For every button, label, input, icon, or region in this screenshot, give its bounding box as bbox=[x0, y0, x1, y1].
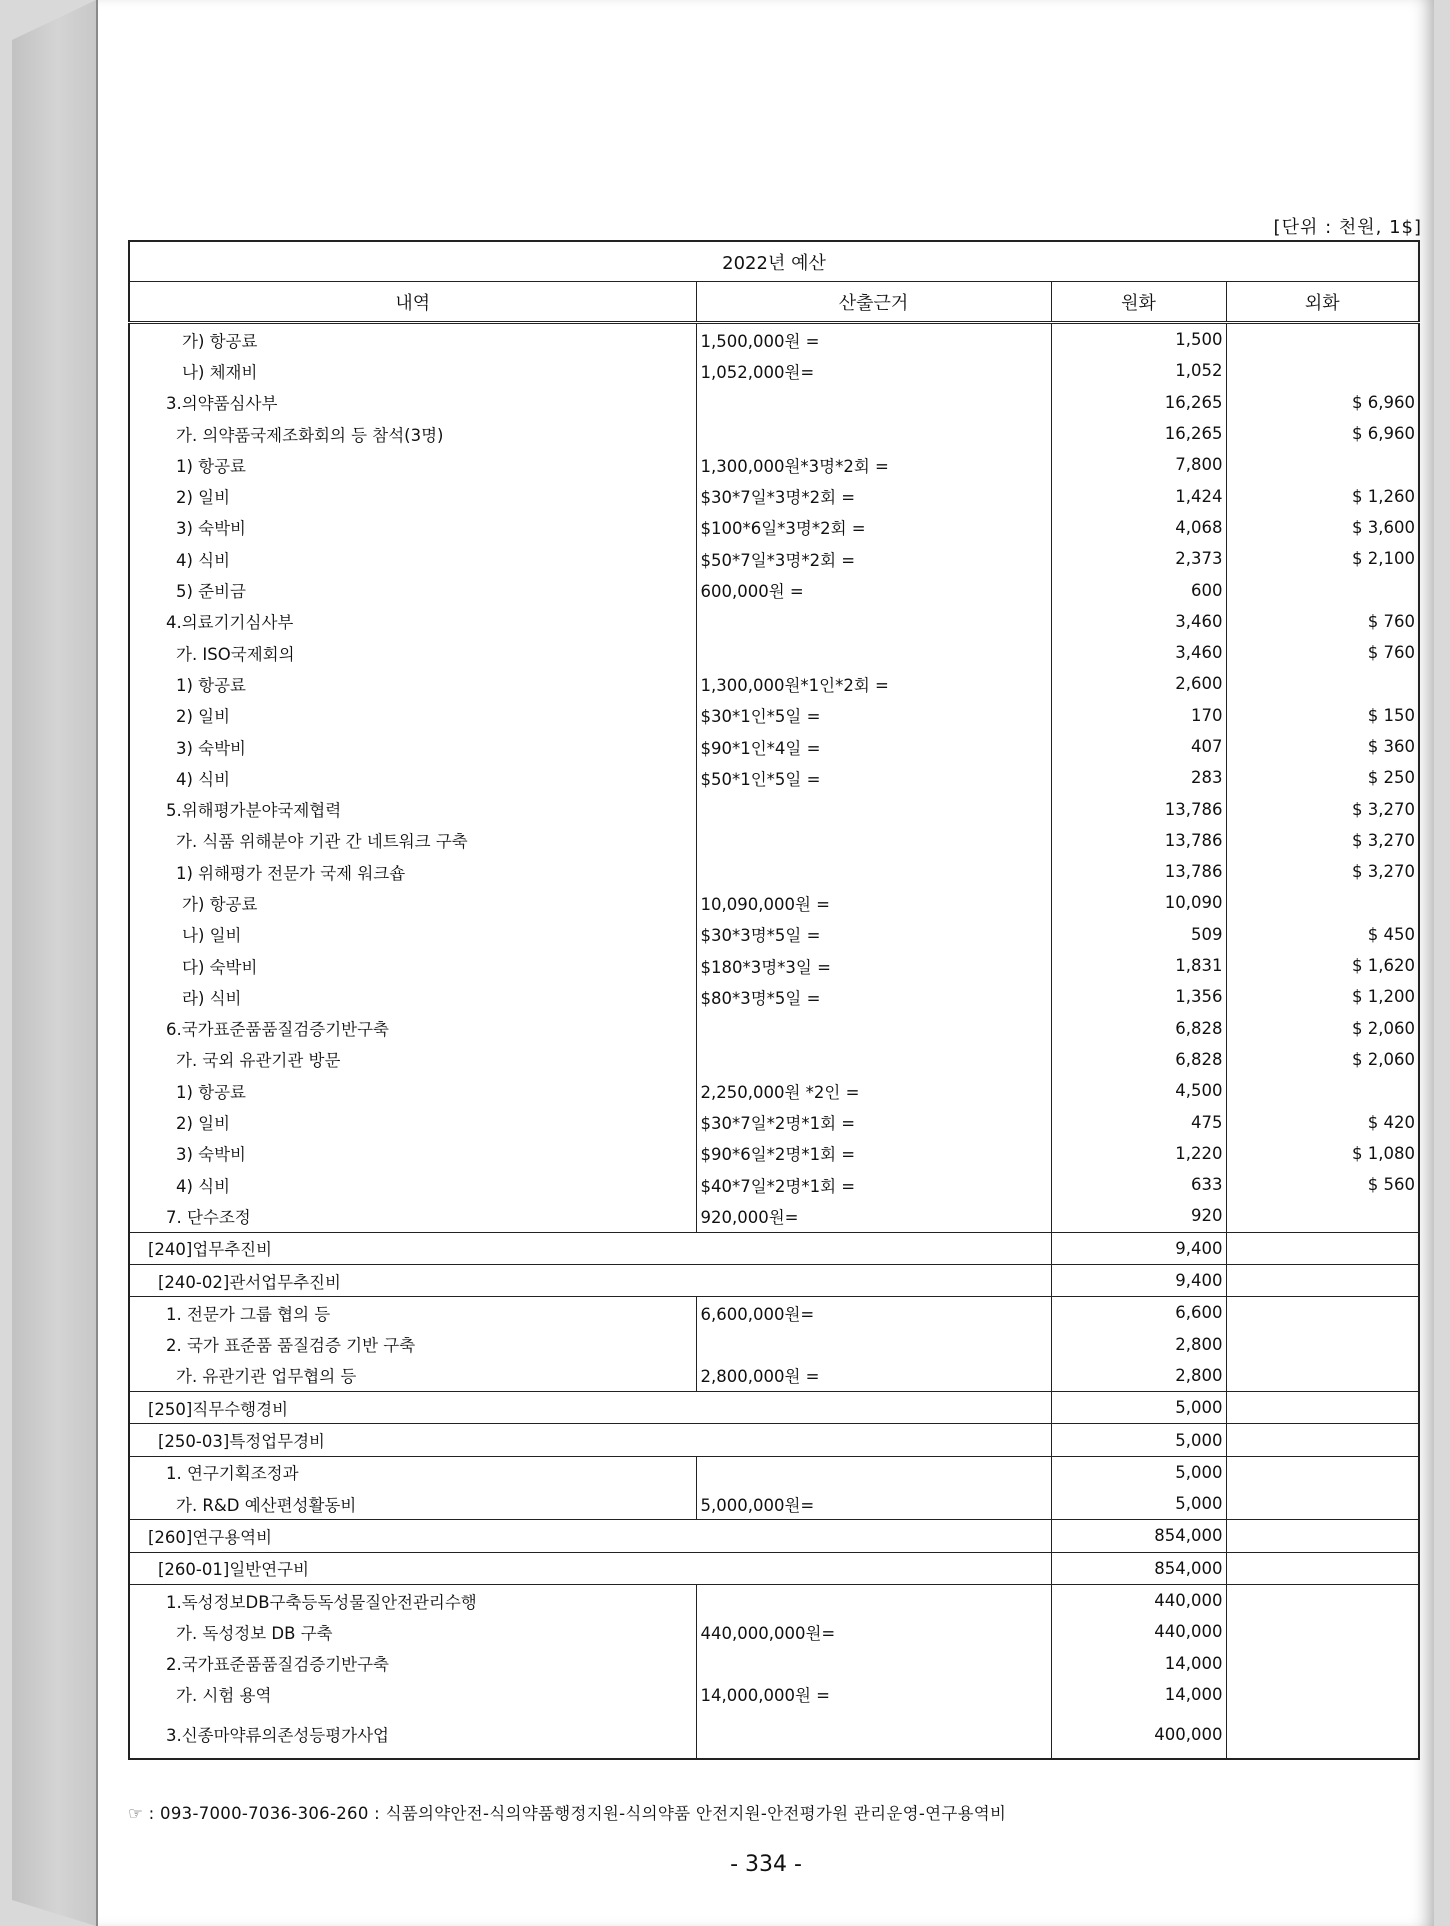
cell-basis: $50*1인*5일 = bbox=[696, 762, 1051, 793]
cell-basis: $100*6일*3명*2회 = bbox=[696, 512, 1051, 543]
table-row bbox=[129, 1075, 1419, 1106]
cell-basis: $30*7일*2명*1회 = bbox=[696, 1106, 1051, 1137]
cell-krw: 5,000 bbox=[1051, 1392, 1226, 1424]
table-row bbox=[129, 1456, 1419, 1488]
cell-fx bbox=[1226, 1360, 1419, 1392]
cell-krw: 5,000 bbox=[1051, 1424, 1226, 1456]
cell-krw: 9,400 bbox=[1051, 1264, 1226, 1296]
cell-item: 2.국가표준품품질검증기반구축 bbox=[129, 1647, 696, 1678]
cell-fx bbox=[1226, 1552, 1419, 1584]
table-row bbox=[129, 825, 1419, 856]
cell-basis bbox=[696, 825, 1051, 856]
cell-fx bbox=[1226, 1584, 1419, 1616]
cell-krw: 3,460 bbox=[1051, 637, 1226, 668]
cell-fx bbox=[1226, 1392, 1419, 1424]
cell-krw: 14,000 bbox=[1051, 1647, 1226, 1678]
table-row bbox=[129, 1297, 1419, 1329]
table-row bbox=[129, 1520, 1419, 1552]
cell-basis: 2,250,000원 *2인 = bbox=[696, 1075, 1051, 1106]
cell-item: 3) 숙박비 bbox=[129, 731, 696, 762]
table-row bbox=[129, 543, 1419, 574]
cell-item: 4.의료기기심사부 bbox=[129, 606, 696, 637]
cell-krw: 633 bbox=[1051, 1169, 1226, 1200]
cell-fx bbox=[1226, 1616, 1419, 1647]
column-header-fx: 외화 bbox=[1226, 282, 1419, 323]
table-row bbox=[129, 323, 1419, 356]
cell-krw: 7,800 bbox=[1051, 449, 1226, 480]
table-row bbox=[129, 355, 1419, 386]
cell-basis bbox=[696, 1710, 1051, 1759]
cell-krw: 4,068 bbox=[1051, 512, 1226, 543]
cell-basis: 440,000,000원= bbox=[696, 1616, 1051, 1647]
cell-item: 6.국가표준품품질검증기반구축 bbox=[129, 1013, 696, 1044]
cell-fx: $ 2,060 bbox=[1226, 1013, 1419, 1044]
cell-basis bbox=[696, 856, 1051, 887]
table-row bbox=[129, 1044, 1419, 1075]
table-row bbox=[129, 856, 1419, 887]
cell-krw: 1,500 bbox=[1051, 323, 1226, 356]
cell-fx bbox=[1226, 1647, 1419, 1678]
cell-item: 4) 식비 bbox=[129, 543, 696, 574]
table-row bbox=[129, 387, 1419, 418]
cell-fx: $ 1,260 bbox=[1226, 480, 1419, 511]
cell-basis bbox=[696, 1329, 1051, 1360]
cell-fx: $ 1,080 bbox=[1226, 1138, 1419, 1169]
table-row bbox=[129, 1710, 1419, 1759]
cell-basis bbox=[696, 606, 1051, 637]
cell-item: 가. 국외 유관기관 방문 bbox=[129, 1044, 696, 1075]
table-row bbox=[129, 981, 1419, 1012]
cell-fx: $ 3,270 bbox=[1226, 825, 1419, 856]
cell-item: 가. 식품 위해분야 기관 간 네트워크 구축 bbox=[129, 825, 696, 856]
table-row bbox=[129, 480, 1419, 511]
cell-fx bbox=[1226, 574, 1419, 605]
cell-krw: 2,373 bbox=[1051, 543, 1226, 574]
table-row bbox=[129, 1488, 1419, 1520]
cell-basis: 1,500,000원 = bbox=[696, 323, 1051, 356]
cell-krw: 170 bbox=[1051, 700, 1226, 731]
table-row bbox=[129, 449, 1419, 480]
cell-krw: 13,786 bbox=[1051, 825, 1226, 856]
cell-basis: 600,000원 = bbox=[696, 574, 1051, 605]
cell-fx bbox=[1226, 1264, 1419, 1296]
cell-fx bbox=[1226, 1297, 1419, 1329]
cell-item: 1. 연구기획조정과 bbox=[129, 1456, 696, 1488]
cell-item: 가. R&D 예산편성활동비 bbox=[129, 1488, 696, 1520]
cell-item: 5.위해평가분야국제협력 bbox=[129, 793, 696, 824]
cell-krw: 440,000 bbox=[1051, 1584, 1226, 1616]
cell-basis bbox=[696, 1013, 1051, 1044]
table-row bbox=[129, 1200, 1419, 1232]
cell-fx: $ 420 bbox=[1226, 1106, 1419, 1137]
cell-krw: 16,265 bbox=[1051, 387, 1226, 418]
cell-fx: $ 760 bbox=[1226, 606, 1419, 637]
cell-item: 3.의약품심사부 bbox=[129, 387, 696, 418]
cell-item: 가. 유관기관 업무협의 등 bbox=[129, 1360, 696, 1392]
cell-basis bbox=[696, 1044, 1051, 1075]
book-spine-edge bbox=[0, 0, 96, 1926]
cell-item: 가. 시험 용역 bbox=[129, 1679, 696, 1710]
page-number: - 334 - bbox=[730, 1852, 802, 1877]
cell-krw: 600 bbox=[1051, 574, 1226, 605]
table-row bbox=[129, 1392, 1419, 1424]
cell-fx bbox=[1226, 887, 1419, 918]
cell-fx: $ 3,270 bbox=[1226, 856, 1419, 887]
table-row bbox=[129, 1264, 1419, 1296]
cell-krw: 283 bbox=[1051, 762, 1226, 793]
cell-basis: 1,052,000원= bbox=[696, 355, 1051, 386]
cell-basis: 10,090,000원 = bbox=[696, 887, 1051, 918]
cell-krw: 1,831 bbox=[1051, 950, 1226, 981]
cell-basis: 5,000,000원= bbox=[696, 1488, 1051, 1520]
document-page bbox=[96, 0, 1434, 1926]
cell-fx: $ 3,270 bbox=[1226, 793, 1419, 824]
year-header: 2022년 예산 bbox=[129, 241, 1419, 282]
cell-krw: 400,000 bbox=[1051, 1710, 1226, 1759]
cell-basis: 920,000원= bbox=[696, 1200, 1051, 1232]
cell-basis: $40*7일*2명*1회 = bbox=[696, 1169, 1051, 1200]
cell-item: [250]직무수행경비 bbox=[129, 1392, 1051, 1424]
cell-item: 라) 식비 bbox=[129, 981, 696, 1012]
table-row bbox=[129, 1329, 1419, 1360]
cell-basis: 14,000,000원 = bbox=[696, 1679, 1051, 1710]
cell-item: 가) 항공료 bbox=[129, 323, 696, 356]
cell-basis bbox=[696, 1456, 1051, 1488]
cell-krw: 1,220 bbox=[1051, 1138, 1226, 1169]
cell-fx bbox=[1226, 1329, 1419, 1360]
table-row bbox=[129, 1552, 1419, 1584]
pointing-hand-icon: ☞ bbox=[128, 1804, 144, 1823]
cell-basis: $50*7일*3명*2회 = bbox=[696, 543, 1051, 574]
cell-fx: $ 1,200 bbox=[1226, 981, 1419, 1012]
cell-basis bbox=[696, 793, 1051, 824]
table-row bbox=[129, 793, 1419, 824]
cell-fx bbox=[1226, 1488, 1419, 1520]
cell-fx bbox=[1226, 323, 1419, 356]
cell-krw: 1,052 bbox=[1051, 355, 1226, 386]
column-header-krw: 원화 bbox=[1051, 282, 1226, 323]
cell-krw: 854,000 bbox=[1051, 1520, 1226, 1552]
cell-fx: $ 6,960 bbox=[1226, 418, 1419, 449]
cell-item: 7. 단수조정 bbox=[129, 1200, 696, 1232]
cell-basis: 1,300,000원*3명*2회 = bbox=[696, 449, 1051, 480]
cell-basis bbox=[696, 387, 1051, 418]
cell-krw: 16,265 bbox=[1051, 418, 1226, 449]
cell-item: 1) 항공료 bbox=[129, 668, 696, 699]
cell-krw: 4,500 bbox=[1051, 1075, 1226, 1106]
cell-fx bbox=[1226, 1232, 1419, 1264]
table-row bbox=[129, 1584, 1419, 1616]
cell-krw: 10,090 bbox=[1051, 887, 1226, 918]
cell-krw: 14,000 bbox=[1051, 1679, 1226, 1710]
table-row bbox=[129, 1169, 1419, 1200]
cell-item: 5) 준비금 bbox=[129, 574, 696, 605]
table-row bbox=[129, 418, 1419, 449]
cell-krw: 2,800 bbox=[1051, 1329, 1226, 1360]
cell-item: 2) 일비 bbox=[129, 1106, 696, 1137]
cell-fx bbox=[1226, 1424, 1419, 1456]
cell-fx bbox=[1226, 1075, 1419, 1106]
cell-basis: $30*7일*3명*2회 = bbox=[696, 480, 1051, 511]
cell-krw: 6,600 bbox=[1051, 1297, 1226, 1329]
cell-item: 3) 숙박비 bbox=[129, 1138, 696, 1169]
cell-krw: 13,786 bbox=[1051, 856, 1226, 887]
cell-krw: 9,400 bbox=[1051, 1232, 1226, 1264]
cell-krw: 13,786 bbox=[1051, 793, 1226, 824]
cell-krw: 509 bbox=[1051, 919, 1226, 950]
cell-fx: $ 360 bbox=[1226, 731, 1419, 762]
unit-note: [단위 : 천원, 1$] bbox=[1273, 217, 1422, 238]
cell-krw: 6,828 bbox=[1051, 1013, 1226, 1044]
cell-krw: 1,356 bbox=[1051, 981, 1226, 1012]
cell-item: 2) 일비 bbox=[129, 700, 696, 731]
cell-item: 2. 국가 표준품 품질검증 기반 구축 bbox=[129, 1329, 696, 1360]
table-row bbox=[129, 919, 1419, 950]
cell-item: 4) 식비 bbox=[129, 762, 696, 793]
cell-fx: $ 2,060 bbox=[1226, 1044, 1419, 1075]
table-row bbox=[129, 1679, 1419, 1710]
table-row bbox=[129, 950, 1419, 981]
cell-item: [240]업무추진비 bbox=[129, 1232, 1051, 1264]
cell-fx bbox=[1226, 1520, 1419, 1552]
cell-item: 1.독성정보DB구축등독성물질안전관리수행 bbox=[129, 1584, 696, 1616]
table-row bbox=[129, 731, 1419, 762]
cell-basis: 6,600,000원= bbox=[696, 1297, 1051, 1329]
table-row bbox=[129, 1013, 1419, 1044]
table-row bbox=[129, 700, 1419, 731]
cell-item: [240-02]관서업무추진비 bbox=[129, 1264, 1051, 1296]
table-row bbox=[129, 1138, 1419, 1169]
cell-basis: $90*6일*2명*1회 = bbox=[696, 1138, 1051, 1169]
cell-fx bbox=[1226, 668, 1419, 699]
cell-item: 1) 항공료 bbox=[129, 449, 696, 480]
table-row bbox=[129, 668, 1419, 699]
cell-basis: $90*1인*4일 = bbox=[696, 731, 1051, 762]
cell-item: 3) 숙박비 bbox=[129, 512, 696, 543]
budget-table-body bbox=[129, 323, 1419, 1760]
cell-basis: 1,300,000원*1인*2회 = bbox=[696, 668, 1051, 699]
cell-krw: 1,424 bbox=[1051, 480, 1226, 511]
cell-fx: $ 760 bbox=[1226, 637, 1419, 668]
cell-item: 가) 항공료 bbox=[129, 887, 696, 918]
cell-item: [250-03]특정업무경비 bbox=[129, 1424, 1051, 1456]
table-row bbox=[129, 1360, 1419, 1392]
cell-basis bbox=[696, 418, 1051, 449]
cell-basis bbox=[696, 637, 1051, 668]
cell-fx: $ 2,100 bbox=[1226, 543, 1419, 574]
cell-item: 가. 독성정보 DB 구축 bbox=[129, 1616, 696, 1647]
account-code-footnote bbox=[128, 1800, 1006, 1824]
cell-fx: $ 450 bbox=[1226, 919, 1419, 950]
cell-krw: 6,828 bbox=[1051, 1044, 1226, 1075]
cell-krw: 5,000 bbox=[1051, 1488, 1226, 1520]
cell-fx: $ 250 bbox=[1226, 762, 1419, 793]
cell-krw: 920 bbox=[1051, 1200, 1226, 1232]
cell-item: 1. 전문가 그룹 협의 등 bbox=[129, 1297, 696, 1329]
cell-krw: 854,000 bbox=[1051, 1552, 1226, 1584]
cell-krw: 440,000 bbox=[1051, 1616, 1226, 1647]
table-row bbox=[129, 1647, 1419, 1678]
table-row bbox=[129, 1616, 1419, 1647]
cell-fx bbox=[1226, 355, 1419, 386]
table-row bbox=[129, 1424, 1419, 1456]
cell-fx: $ 6,960 bbox=[1226, 387, 1419, 418]
cell-item: 2) 일비 bbox=[129, 480, 696, 511]
cell-item: 나) 체재비 bbox=[129, 355, 696, 386]
cell-fx bbox=[1226, 1679, 1419, 1710]
table-row bbox=[129, 762, 1419, 793]
cell-krw: 475 bbox=[1051, 1106, 1226, 1137]
cell-basis: $80*3명*5일 = bbox=[696, 981, 1051, 1012]
table-row bbox=[129, 887, 1419, 918]
cell-krw: 2,800 bbox=[1051, 1360, 1226, 1392]
budget-table bbox=[128, 240, 1420, 1760]
cell-item: 1) 항공료 bbox=[129, 1075, 696, 1106]
cell-item: 4) 식비 bbox=[129, 1169, 696, 1200]
cell-basis: $30*1인*5일 = bbox=[696, 700, 1051, 731]
cell-fx: $ 3,600 bbox=[1226, 512, 1419, 543]
cell-item: 3.신종마약류의존성등평가사업 bbox=[129, 1710, 696, 1759]
cell-fx bbox=[1226, 1456, 1419, 1488]
footnote-text: : 093-7000-7036-306-260 : 식품의약안전-식의약품행정지원-식의약품 안전지원-안전평가원 관리운영-연구용역비 bbox=[148, 1804, 1007, 1823]
cell-item: 가. 의약품국제조화회의 등 참석(3명) bbox=[129, 418, 696, 449]
table-row bbox=[129, 512, 1419, 543]
column-header-basis: 산출근거 bbox=[696, 282, 1051, 323]
cell-fx bbox=[1226, 1710, 1419, 1759]
cell-fx bbox=[1226, 1200, 1419, 1232]
table-row bbox=[129, 1106, 1419, 1137]
cell-krw: 5,000 bbox=[1051, 1456, 1226, 1488]
cell-basis: 2,800,000원 = bbox=[696, 1360, 1051, 1392]
cell-item: 1) 위해평가 전문가 국제 워크숍 bbox=[129, 856, 696, 887]
column-header-item: 내역 bbox=[129, 282, 696, 323]
cell-item: 다) 숙박비 bbox=[129, 950, 696, 981]
cell-item: [260]연구용역비 bbox=[129, 1520, 1051, 1552]
cell-item: [260-01]일반연구비 bbox=[129, 1552, 1051, 1584]
table-row bbox=[129, 574, 1419, 605]
cell-fx: $ 1,620 bbox=[1226, 950, 1419, 981]
cell-fx bbox=[1226, 449, 1419, 480]
cell-basis: $30*3명*5일 = bbox=[696, 919, 1051, 950]
cell-basis: $180*3명*3일 = bbox=[696, 950, 1051, 981]
cell-basis bbox=[696, 1647, 1051, 1678]
cell-krw: 3,460 bbox=[1051, 606, 1226, 637]
cell-basis bbox=[696, 1584, 1051, 1616]
table-row bbox=[129, 1232, 1419, 1264]
cell-krw: 407 bbox=[1051, 731, 1226, 762]
cell-krw: 2,600 bbox=[1051, 668, 1226, 699]
table-row bbox=[129, 606, 1419, 637]
table-row bbox=[129, 637, 1419, 668]
cell-fx: $ 560 bbox=[1226, 1169, 1419, 1200]
cell-fx: $ 150 bbox=[1226, 700, 1419, 731]
cell-item: 가. ISO국제회의 bbox=[129, 637, 696, 668]
cell-item: 나) 일비 bbox=[129, 919, 696, 950]
